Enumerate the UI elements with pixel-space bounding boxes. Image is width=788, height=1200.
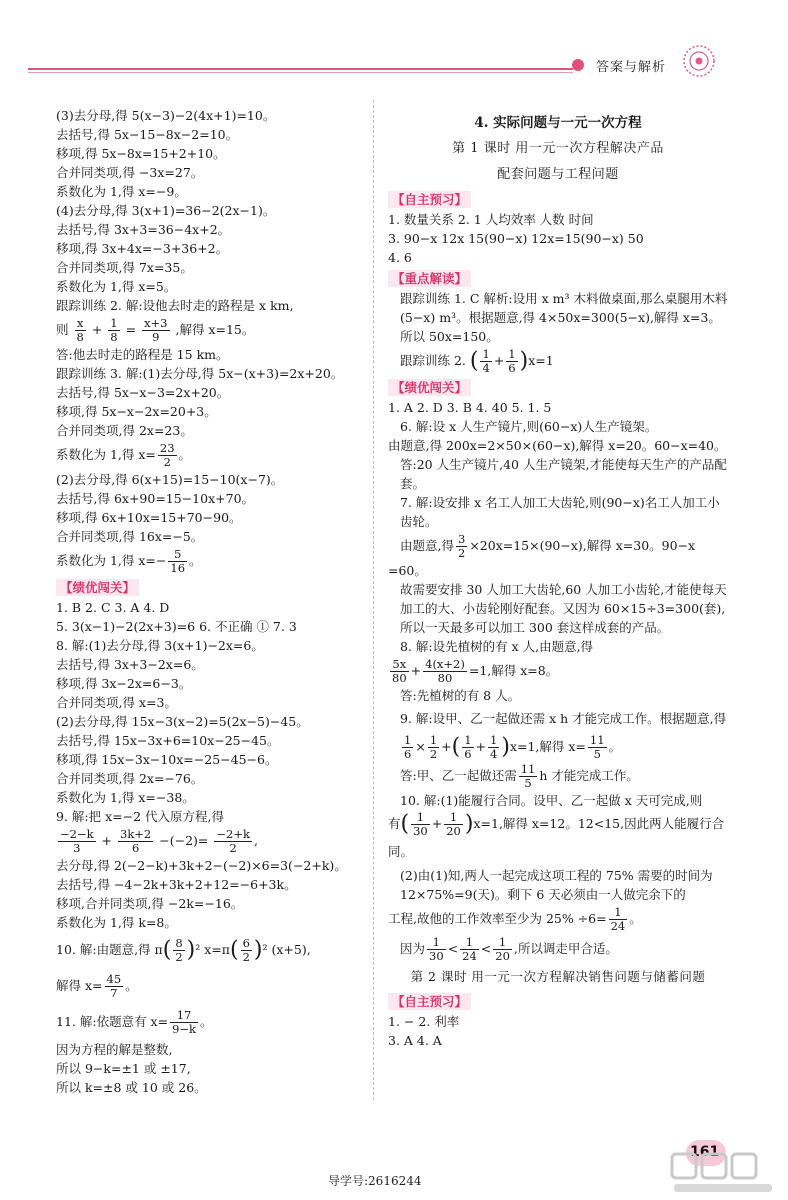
- flower-emblem-icon: [682, 44, 716, 78]
- lesson-title-cont: 配套问题与工程问题: [497, 167, 619, 182]
- text-line: 合并同类项,得 16x=−5。: [56, 529, 204, 544]
- text-line: 合并同类项,得 2x=−76。: [56, 771, 204, 786]
- header-rule-thin: [28, 72, 573, 73]
- text-line: 4. 6: [388, 250, 412, 265]
- left-column: [56, 106, 368, 1097]
- text-line: 合并同类项,得 x=3。: [56, 695, 177, 710]
- text-line: 3. 90−x 12x 15(90−x) 12x=15(90−x) 50: [388, 231, 644, 246]
- equation-line: 解得 x= $\frac{45}{7}$ 。: [56, 972, 138, 1000]
- lesson-title: 第 1 课时 用一元一次方程解决产品: [452, 141, 664, 156]
- text-line: 3. A 4. A: [388, 1033, 442, 1048]
- text-line: 系数化为 1,得 x=−9。: [56, 184, 187, 199]
- text-line: 移项,合并同类项,得 −2k=−16。: [56, 896, 244, 911]
- equation-line: 有( $\frac{1}{30}$ + $\frac{1}{20}$ )x=1,解得 x=12。12<15,因此两人能履行合同。: [388, 810, 725, 859]
- fraction: $\frac{5x}{80}$: [392, 657, 407, 685]
- fraction: $\frac{17}{9-k}$: [172, 1008, 196, 1036]
- header-dot-icon: [572, 59, 584, 71]
- text-line: 因为方程的解是整数,: [56, 1042, 173, 1057]
- text-line: 6. 解:设 x 人生产镜片,则(60−x)人生产镜架。: [400, 419, 658, 434]
- equation-line: 10. 解:由题意,得 π( $\frac{8}{2}$ )² x=π( $\frac{6}{2}$ )² (x+5),: [56, 936, 311, 964]
- equation-line: 工程,故他的工作效率至少为 25% ÷6= $\frac{1}{24}$ 。: [388, 905, 642, 933]
- header-title: 答案与解析: [596, 60, 667, 75]
- equation-line: 因为 $\frac{1}{30}$ < $\frac{1}{24}$ < $\frac{1}{20}$ ,所以调走甲合适。: [400, 935, 618, 963]
- watermark-logo-icon: [668, 1148, 778, 1196]
- text-line: 去括号,得 3x+3=36−4x+2。: [56, 222, 231, 237]
- text-paragraph: 故需要安排 30 人加工大齿轮,60 人加工小齿轮,才能使每天加工的大、小齿轮刚好配套。又因为 60×15÷3=300(套),所以一天最多可以加工 300 套这样成套的产品。: [400, 582, 727, 635]
- fraction: $\frac{1}{6}$: [508, 347, 516, 375]
- text-line: =60。: [388, 563, 427, 578]
- text-line: 1. A 2. D 3. B 4. 40 5. 1. 5: [388, 400, 552, 415]
- text-line: 去分母,得 2(−2−k)+3k+2−(−2)×6=3(−2+k)。: [56, 858, 347, 873]
- text-line: 1. − 2. 利率: [388, 1014, 460, 1029]
- text-line: 8. 解:设先植树的有 x 人,由题意,得: [400, 639, 594, 654]
- text-line: 8. 解:(1)去分母,得 3(x+1)−2x=6。: [56, 638, 264, 653]
- right-column: [388, 106, 728, 1050]
- fraction: $\frac{3}{2}$: [457, 532, 466, 560]
- text-line: 去括号,得 15x−3x+6=10x−25−45。: [56, 733, 280, 748]
- fraction: $\frac{45}{7}$: [106, 972, 122, 1000]
- fraction: $\frac{1}{6}$: [404, 733, 412, 761]
- fraction: $\frac{1}{2}$: [429, 733, 438, 761]
- fraction: $\frac{x+3}{9}$: [144, 316, 168, 344]
- fraction: $\frac{1}{8}$: [110, 316, 118, 344]
- section-title: 4. 实际问题与一元一次方程: [474, 115, 642, 131]
- text-line: (2)去分母,得 15x−3(x−2)=5(2x−5)−45。: [56, 714, 309, 729]
- text-line: 移项,得 3x+4x=−3+36+2。: [56, 241, 229, 256]
- text-line: 9. 解:把 x=−2 代入原方程,得: [56, 809, 224, 824]
- fraction: $\frac{1}{24}$: [610, 905, 626, 933]
- text-line: 移项,得 5x−8x=15+2+10。: [56, 146, 226, 161]
- text-line: (2)去分母,得 6(x+15)=15−10(x−7)。: [56, 472, 284, 487]
- fraction: $\frac{1}{20}$: [446, 810, 461, 838]
- equation-line: 由题意,得 $\frac{3}{2}$ ×20x=15×(90−x),解得 x=30。90−x: [400, 532, 696, 560]
- lesson-title: 第 2 课时 用一元一次方程解决销售问题与储蓄问题: [410, 969, 706, 984]
- header-rule: [28, 68, 573, 70]
- equation-line: $\frac{5x}{80}$ + $\frac{4(x+2)}{80}$ =1,解得 x=8。: [392, 657, 559, 685]
- text-line: 去括号,得 6x+90=15−10x+70。: [56, 491, 255, 506]
- text-paragraph: 7. 解:设安排 x 名工人加工大齿轮,则(90−x)名工人加工小齿轮。: [400, 495, 720, 529]
- text-line: (4)去分母,得 3(x+1)=36−2(2x−1)。: [56, 203, 276, 218]
- equation-line: 答:甲、乙一起做还需 $\frac{11}{5}$ h 才能完成工作。: [400, 762, 639, 790]
- equation-line: 跟踪训练 2. ( $\frac{1}{4}$ + $\frac{1}{6}$ )x=1: [400, 347, 554, 375]
- equation-line: 系数化为 1,得 x= $\frac{23}{2}$ 。: [56, 441, 192, 469]
- text-paragraph: 答:20 人生产镜片,40 人生产镜架,才能使每天生产的产品配套。: [400, 457, 727, 491]
- text-line: 移项,得 3x−2x=6−3。: [56, 676, 192, 691]
- text-line: 跟踪训练 3. 解:(1)去分母,得 5x−(x+3)=2x+20。: [56, 366, 344, 381]
- section-badge: 【绩优闯关】: [388, 379, 471, 396]
- section-badge: 【绩优闯关】: [56, 579, 139, 596]
- fraction: $\frac{8}{2}$: [175, 936, 183, 964]
- fraction: $\frac{6}{2}$: [242, 936, 250, 964]
- fraction: $\frac{11}{5}$: [520, 762, 536, 790]
- text-line: 所以 k=±8 或 10 或 26。: [56, 1080, 207, 1095]
- section-badge: 【自主预习】: [388, 993, 471, 1010]
- text-line: 去括号,得 5x−x−3=2x+20。: [56, 385, 230, 400]
- text-paragraph: 跟踪训练 1. C 解析:设用 x m³ 木料做桌面,那么桌腿用木料(5−x) m³。根据题意,得 4×50x=300(5−x),解得 x=3。所以 50x=150。: [400, 291, 728, 344]
- text-line: 系数化为 1,得 k=8。: [56, 915, 177, 930]
- equation-line: 则 $\frac{x}{8}$ + $\frac{1}{8}$ = $\frac{x+3}{9}$ ,解得 x=15。: [56, 316, 255, 344]
- page-number: 161: [690, 1144, 720, 1160]
- equation-line: $\frac{-2-k}{3}$ + $\frac{3k+2}{6}$ −(−2)= $\frac{-2+k}{2}$ ,: [60, 827, 258, 855]
- fraction: $\frac{1}{20}$: [495, 935, 510, 963]
- equation-line: 9. 解:设甲、乙一起做还需 x h 才能完成工作。根据题意,得 $\frac{1}{6}$ × $\frac{1}{2}$ +( $\frac{1}{6}$ + $\frac{1}{4}$ )x=1,解得 x= $\frac{11}{5}$ 。: [400, 711, 727, 761]
- text-line: (3)去分母,得 5(x−3)−2(4x+1)=10。: [56, 108, 276, 123]
- text-line: 答:他去时走的路程是 15 km。: [56, 347, 229, 362]
- equation-line: 系数化为 1,得 x=− $\frac{5}{16}$ 。: [56, 547, 202, 575]
- column-divider: [373, 100, 375, 1100]
- text-line: 跟踪训练 2. 解:设他去时走的路程是 x km,: [56, 298, 294, 313]
- fraction: $\frac{4(x+2)}{80}$: [425, 657, 465, 685]
- text-line: 去括号,得 5x−15−8x−2=10。: [56, 127, 239, 142]
- fraction: $\frac{1}{4}$: [482, 347, 490, 375]
- text-line: 答:先植树的有 8 人。: [400, 688, 521, 703]
- text-line: 移项,得 6x+10x=15+70−90。: [56, 510, 242, 525]
- text-line: 合并同类项,得 2x=23。: [56, 423, 193, 438]
- section-badge: 【重点解读】: [388, 270, 471, 287]
- text-line: 系数化为 1,得 x=5。: [56, 279, 177, 294]
- fraction: $\frac{-2-k}{3}$: [60, 827, 94, 855]
- text-paragraph: 由题意,得 200x=2×50×(60−x),解得 x=20。60−x=40。: [388, 438, 727, 453]
- text-line: 系数化为 1,得 x=−38。: [56, 790, 195, 805]
- section-badge: 【自主预习】: [388, 191, 471, 208]
- text-paragraph: (2)由(1)知,两人一起完成这项工程的 75% 需要的时间为 12×75%=9(天)。剩下 6 天必须由一人做完余下的: [400, 868, 713, 902]
- fraction: $\frac{x}{8}$: [76, 316, 84, 344]
- text-line: 合并同类项,得 −3x=27。: [56, 165, 204, 180]
- text-line: 移项,得 15x−3x−10x=−25−45−6。: [56, 752, 278, 767]
- fraction: $\frac{1}{24}$: [462, 935, 477, 963]
- text-line: 1. B 2. C 3. A 4. D: [56, 600, 170, 615]
- fraction: $\frac{1}{30}$: [413, 810, 428, 838]
- fraction: $\frac{3k+2}{6}$: [120, 827, 152, 855]
- fraction: $\frac{11}{5}$: [589, 733, 605, 761]
- fraction: $\frac{-2+k}{2}$: [216, 827, 250, 855]
- fraction: $\frac{1}{6}$: [464, 733, 472, 761]
- text-line: 所以 9−k=±1 或 ±17,: [56, 1061, 191, 1076]
- fraction: $\frac{1}{4}$: [490, 733, 498, 761]
- text-line: 10. 解:(1)能履行合同。设甲、乙一起做 x 天可完成,则: [400, 793, 703, 808]
- text-line: 去括号,得 −4−2k+3k+2+12=−6+3k。: [56, 877, 297, 892]
- text-line: 去括号,得 3x+3−2x=6。: [56, 657, 204, 672]
- text-line: 合并同类项,得 7x=35。: [56, 260, 193, 275]
- text-line: 移项,得 5x−x−2x=20+3。: [56, 404, 217, 419]
- fraction: $\frac{5}{16}$: [170, 547, 186, 575]
- fraction: $\frac{23}{2}$: [159, 441, 175, 469]
- guide-number: 导学号:2616244: [328, 1174, 422, 1188]
- equation-line: 11. 解:依题意有 x= $\frac{17}{9-k}$ 。: [56, 1008, 213, 1036]
- text-line: 5. 3(x−1)−2(2x+3)=6 6. 不正确 ① 7. 3: [56, 619, 297, 634]
- fraction: $\frac{1}{30}$: [429, 935, 444, 963]
- text-line: 1. 数量关系 2. 1 人均效率 人数 时间: [388, 212, 594, 227]
